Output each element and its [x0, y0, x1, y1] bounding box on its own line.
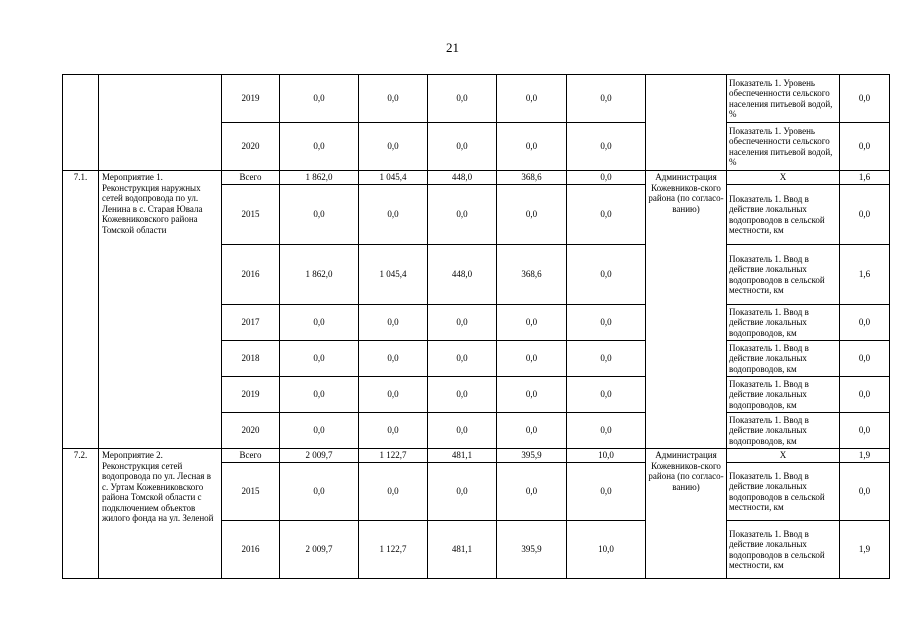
value-cell: 0,0 [567, 341, 646, 377]
value-cell: 395,9 [497, 449, 567, 463]
value-cell: 0,0 [280, 377, 359, 413]
value-cell: 0,0 [359, 341, 428, 377]
indicator-value-cell: 0,0 [840, 305, 890, 341]
indicator-cell: Показатель 1. Ввод в действие локальных водопроводов, км [727, 413, 840, 449]
value-cell: 481,1 [428, 449, 497, 463]
value-cell: 0,0 [280, 123, 359, 171]
value-cell: 0,0 [567, 75, 646, 123]
value-cell: 0,0 [428, 413, 497, 449]
table-row [63, 171, 890, 185]
measure-name: Мероприятие 1. Реконструкция наружных сетей водопровода по ул. Ленина в с. Старая Ювала Кожевниковского района Томской области [99, 171, 222, 449]
value-cell: 0,0 [497, 75, 567, 123]
value-cell: 448,0 [428, 245, 497, 305]
value-cell: 0,0 [359, 75, 428, 123]
value-cell: 0,0 [497, 377, 567, 413]
year-cell: 2015 [222, 463, 280, 521]
value-cell: 1 045,4 [359, 171, 428, 185]
indicator-value-cell: 0,0 [840, 341, 890, 377]
indicator-value-cell: 0,0 [840, 463, 890, 521]
year-cell: 2015 [222, 185, 280, 245]
indicator-value-cell: 1,6 [840, 171, 890, 185]
value-cell: 0,0 [280, 413, 359, 449]
executor-cell: Администрация Кожевников-ского района (по согласо-ванию) [646, 449, 727, 579]
value-cell: 1 862,0 [280, 171, 359, 185]
value-cell: 368,6 [497, 171, 567, 185]
year-cell: 2019 [222, 377, 280, 413]
value-cell: 0,0 [497, 341, 567, 377]
table-row [63, 449, 890, 463]
indicator-cell: Показатель 1. Ввод в действие локальных водопроводов, км [727, 341, 840, 377]
indicator-cell: Показатель 1. Уровень обеспеченности сельского населения питьевой водой, % [727, 75, 840, 123]
value-cell: 395,9 [497, 521, 567, 579]
empty-executor-cell [646, 75, 727, 171]
value-cell: 0,0 [567, 463, 646, 521]
year-cell: Всего [222, 171, 280, 185]
value-cell: 0,0 [359, 305, 428, 341]
value-cell: 0,0 [359, 185, 428, 245]
indicator-value-cell: 0,0 [840, 185, 890, 245]
indicator-cell: X [727, 171, 840, 185]
value-cell: 0,0 [280, 75, 359, 123]
value-cell: 0,0 [359, 377, 428, 413]
value-cell: 0,0 [497, 305, 567, 341]
indicator-cell: Показатель 1. Ввод в действие локальных водопроводов в сельской местности, км [727, 463, 840, 521]
year-cell: 2016 [222, 521, 280, 579]
indicator-value-cell: 1,9 [840, 449, 890, 463]
indicator-value-cell: 1,6 [840, 245, 890, 305]
year-cell: 2016 [222, 245, 280, 305]
value-cell: 0,0 [428, 341, 497, 377]
indicator-cell: Показатель 1. Ввод в действие локальных водопроводов, км [727, 377, 840, 413]
value-cell: 0,0 [428, 75, 497, 123]
indicator-cell: Показатель 1. Ввод в действие локальных водопроводов в сельской местности, км [727, 245, 840, 305]
value-cell: 2 009,7 [280, 521, 359, 579]
indicator-value-cell: 1,9 [840, 521, 890, 579]
value-cell: 0,0 [428, 123, 497, 171]
value-cell: 0,0 [359, 463, 428, 521]
indicator-value-cell: 0,0 [840, 123, 890, 171]
value-cell: 0,0 [497, 185, 567, 245]
value-cell: 10,0 [567, 449, 646, 463]
value-cell: 0,0 [497, 413, 567, 449]
indicator-cell: Показатель 1. Уровень обеспеченности сельского населения питьевой водой, % [727, 123, 840, 171]
value-cell: 0,0 [497, 463, 567, 521]
value-cell: 0,0 [567, 185, 646, 245]
value-cell: 2 009,7 [280, 449, 359, 463]
indicator-value-cell: 0,0 [840, 413, 890, 449]
year-cell: 2017 [222, 305, 280, 341]
value-cell: 0,0 [280, 185, 359, 245]
value-cell: 448,0 [428, 171, 497, 185]
empty-name-cell [99, 75, 222, 171]
indicator-cell: Показатель 1. Ввод в действие локальных водопроводов, км [727, 305, 840, 341]
indicator-value-cell: 0,0 [840, 75, 890, 123]
value-cell: 10,0 [567, 521, 646, 579]
measure-name: Мероприятие 2. Реконструкция сетей водопровода по ул. Лесная в с. Уртам Кожевниковского района Томской области с подключением объектов жилого фонда на ул. Зеленой [99, 449, 222, 579]
page-number: 21 [446, 40, 459, 55]
value-cell: 0,0 [428, 305, 497, 341]
value-cell: 1 122,7 [359, 521, 428, 579]
empty-num-cell [63, 75, 99, 171]
value-cell: 0,0 [428, 185, 497, 245]
value-cell: 0,0 [567, 123, 646, 171]
value-cell: 0,0 [567, 377, 646, 413]
year-cell: 2019 [222, 75, 280, 123]
year-cell: 2020 [222, 123, 280, 171]
measure-number: 7.2. [63, 449, 99, 579]
value-cell: 0,0 [359, 413, 428, 449]
indicator-cell: Показатель 1. Ввод в действие локальных водопроводов в сельской местности, км [727, 185, 840, 245]
measure-number: 7.1. [63, 171, 99, 449]
year-cell: 2020 [222, 413, 280, 449]
value-cell: 0,0 [280, 305, 359, 341]
indicator-cell: X [727, 449, 840, 463]
value-cell: 1 862,0 [280, 245, 359, 305]
year-cell: Всего [222, 449, 280, 463]
value-cell: 0,0 [428, 463, 497, 521]
value-cell: 481,1 [428, 521, 497, 579]
value-cell: 0,0 [567, 305, 646, 341]
value-cell: 0,0 [567, 245, 646, 305]
value-cell: 1 122,7 [359, 449, 428, 463]
value-cell: 1 045,4 [359, 245, 428, 305]
program-table [62, 74, 890, 579]
executor-cell: Администрация Кожевников-ского района (по согласо-ванию) [646, 171, 727, 449]
value-cell: 0,0 [280, 341, 359, 377]
value-cell: 0,0 [428, 377, 497, 413]
value-cell: 0,0 [567, 413, 646, 449]
value-cell: 368,6 [497, 245, 567, 305]
value-cell: 0,0 [280, 463, 359, 521]
value-cell: 0,0 [497, 123, 567, 171]
year-cell: 2018 [222, 341, 280, 377]
value-cell: 0,0 [359, 123, 428, 171]
indicator-value-cell: 0,0 [840, 377, 890, 413]
table-body [63, 75, 890, 579]
indicator-cell: Показатель 1. Ввод в действие локальных водопроводов в сельской местности, км [727, 521, 840, 579]
value-cell: 0,0 [567, 171, 646, 185]
